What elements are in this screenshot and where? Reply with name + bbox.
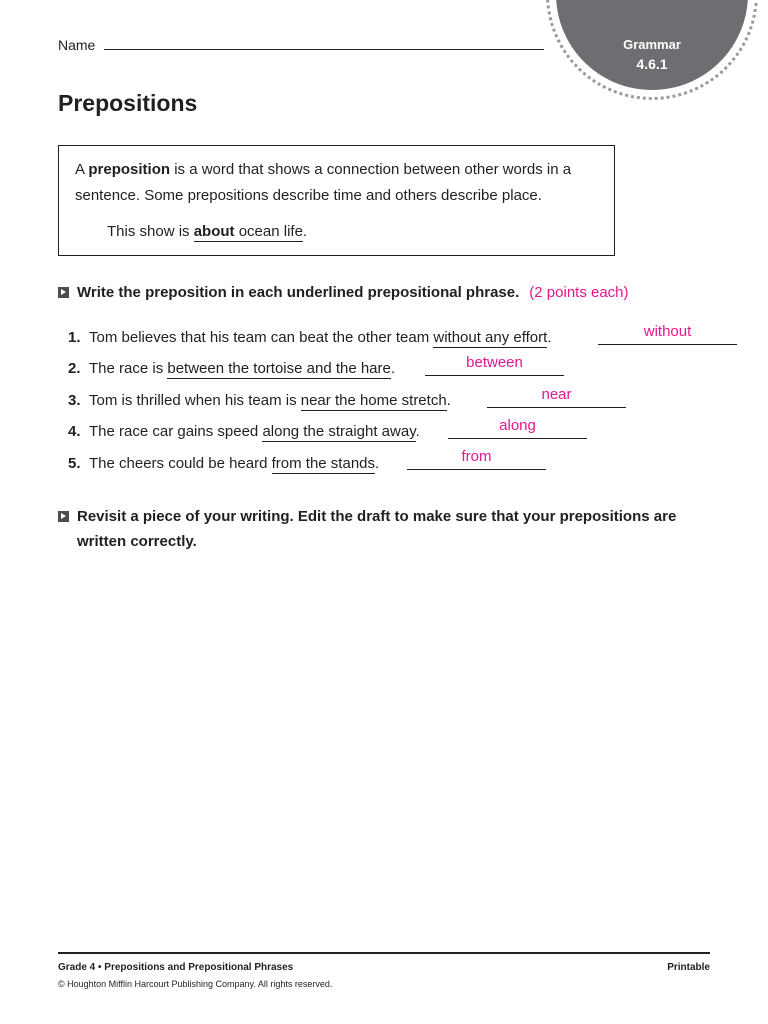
answer-field-4[interactable]: along <box>448 417 587 439</box>
question-4 <box>68 423 420 440</box>
question-number: 4. <box>68 423 81 440</box>
underlined-phrase: along the straight away <box>262 423 416 440</box>
question-5 <box>68 455 379 472</box>
footer-grade-label: Grade 4 • Prepositions and Prepositional Phrases <box>58 962 294 973</box>
example-bold: about <box>193 223 235 240</box>
underlined-phrase: between the tortoise and the hare <box>167 360 391 377</box>
question-number: 2. <box>68 360 81 377</box>
answer-field-1[interactable]: without <box>598 323 737 345</box>
question-3 <box>68 392 451 409</box>
badge-label: Grammar <box>623 37 681 52</box>
points-note: (2 points each) <box>529 284 629 301</box>
example-end: . <box>302 223 308 240</box>
instruction-2 <box>58 504 718 554</box>
definition-pre: A <box>75 161 89 178</box>
question-text: Tom believes that his team can beat the other team <box>89 329 434 346</box>
question-end: . <box>375 455 380 472</box>
question-text: The cheers could be heard <box>89 455 272 472</box>
underlined-phrase: without any effort <box>433 329 548 346</box>
question-text: The race car gains speed <box>89 423 263 440</box>
instruction-2-text: Revisit a piece of your writing. Edit the draft to make sure that your prepositions are written correctly. <box>77 508 677 550</box>
question-text: Tom is thrilled when his team is <box>89 392 301 409</box>
instruction-1 <box>58 284 629 301</box>
question-2 <box>68 360 395 377</box>
footer-copyright: © Houghton Mifflin Harcourt Publishing Company. All rights reserved. <box>58 979 333 989</box>
question-number: 3. <box>68 392 81 409</box>
instruction-1-text: Write the preposition in each underlined prepositional phrase. <box>77 284 520 301</box>
example-post: ocean life <box>234 223 303 240</box>
example-phrase <box>194 223 303 242</box>
definition-post: is a word that shows a connection between other words in a sentence. Some prepositions describe time and others describe place. <box>75 161 572 204</box>
answer-field-2[interactable]: between <box>425 354 564 376</box>
question-text: The race is <box>89 360 168 377</box>
question-end: . <box>390 360 396 377</box>
badge-number: 4.6.1 <box>636 56 668 72</box>
page-title: Prepositions <box>58 90 198 116</box>
name-label: Name <box>58 37 96 53</box>
footer-divider <box>58 952 710 954</box>
answer-field-3[interactable]: near <box>487 386 626 408</box>
grammar-badge <box>546 0 758 100</box>
arrow-bullet-icon <box>58 511 69 522</box>
definition-example <box>107 219 307 245</box>
question-end: . <box>547 329 552 346</box>
example-pre: This show is <box>107 223 194 240</box>
definition-box <box>58 145 615 256</box>
question-end: . <box>415 423 420 440</box>
answer-field-5[interactable]: from <box>407 448 546 470</box>
question-end: . <box>446 392 451 409</box>
arrow-bullet-icon <box>58 287 69 298</box>
question-1 <box>68 329 552 346</box>
footer-printable-label: Printable <box>667 962 710 973</box>
underlined-phrase: from the stands <box>271 455 376 472</box>
underlined-phrase: near the home stretch <box>300 392 447 409</box>
question-number: 1. <box>68 329 81 346</box>
question-number: 5. <box>68 455 81 472</box>
name-field[interactable] <box>104 49 544 50</box>
definition-term: preposition <box>88 161 171 178</box>
